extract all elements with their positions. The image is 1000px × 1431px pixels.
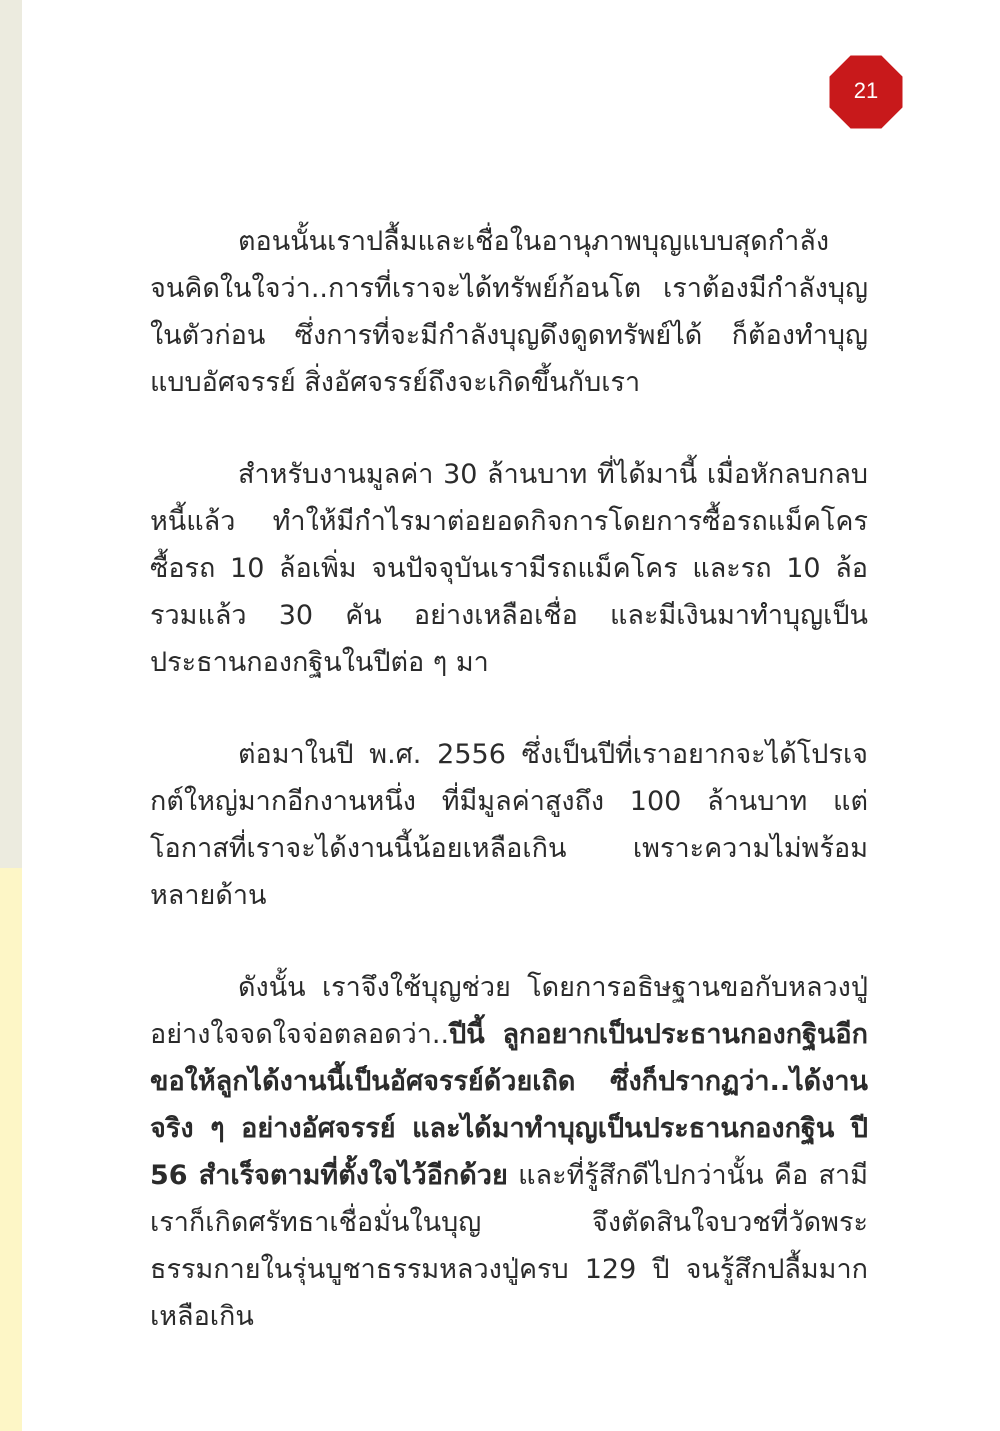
article-body <box>150 218 868 1340</box>
page-number: 21 <box>853 78 879 103</box>
paragraph-4 <box>150 964 868 1340</box>
paragraph-4-rest: และที่รู้สึกดีไปกว่านั้น คือ สามีเราก็เกิดศรัทธาเชื่อมั่นในบุญ จึงตัดสินใจบวชที่วัดพระธรรมกายในรุ่นบูชาธรรมหลวงปู่ครบ 129 ปี จนรู้สึกปลื้มมากเหลือเกิน <box>150 1160 868 1332</box>
paragraph-1: ตอนนั้นเราปลื้มและเชื่อในอานุภาพบุญแบบสุดกำลัง จนคิดในใจว่า..การที่เราจะได้ทรัพย์ก้อนโต เราต้องมีกำลังบุญในตัวก่อน ซึ่งการที่จะมีกำลังบุญดึงดูดทรัพย์ได้ ก็ต้องทำบุญแบบอัศจรรย์ สิ่งอัศจรรย์ถึงจะเกิดขึ้นกับเรา <box>150 226 868 398</box>
paragraph-4-emphasis: ปีนี้ ลูกอยากเป็นประธานกองกฐินอีก ขอให้ลูกได้งานนี้เป็นอัศจรรย์ด้วยเถิด ซึ่งก็ปรากฏว่า..ได้งานจริง ๆ อย่างอัศจรรย์ และได้มาทำบุญเป็นประธานกองกฐิน ปี 56 สำเร็จตามที่ตั้งใจไว้อีกด้วย <box>150 1019 868 1191</box>
page-number-badge <box>826 52 906 132</box>
paragraph-3: ต่อมาในปี พ.ศ. 2556 ซึ่งเป็นปีที่เราอยากจะได้โปรเจกต์ใหญ่มากอีกงานหนึ่ง ที่มีมูลค่าสูงถึง 100 ล้านบาท แต่โอกาสที่เราจะได้งานนี้น้อยเหลือเกิน เพราะความไม่พร้อมหลายด้าน <box>150 739 868 911</box>
paragraph-2: สำหรับงานมูลค่า 30 ล้านบาท ที่ได้มานี้ เมื่อหักลบกลบหนี้แล้ว ทำให้มีกำไรมาต่อยอดกิจการโดยการซื้อรถแม็คโคร ซื้อรถ 10 ล้อเพิ่ม จนปัจจุบันเรามีรถแม็คโคร และรถ 10 ล้อ รวมแล้ว 30 คัน อย่างเหลือเชื่อ และมีเงินมาทำบุญเป็นประธานกองกฐินในปีต่อ ๆ มา <box>150 459 868 678</box>
paragraph-4-intro: ดังนั้น เราจึงใช้บุญช่วย โดยการอธิษฐานขอกับหลวงปู่อย่างใจจดใจจ่อตลอดว่า.. <box>150 972 868 1050</box>
page-edge-strip-top <box>0 0 22 868</box>
page-edge-strip-bottom <box>0 868 22 1431</box>
